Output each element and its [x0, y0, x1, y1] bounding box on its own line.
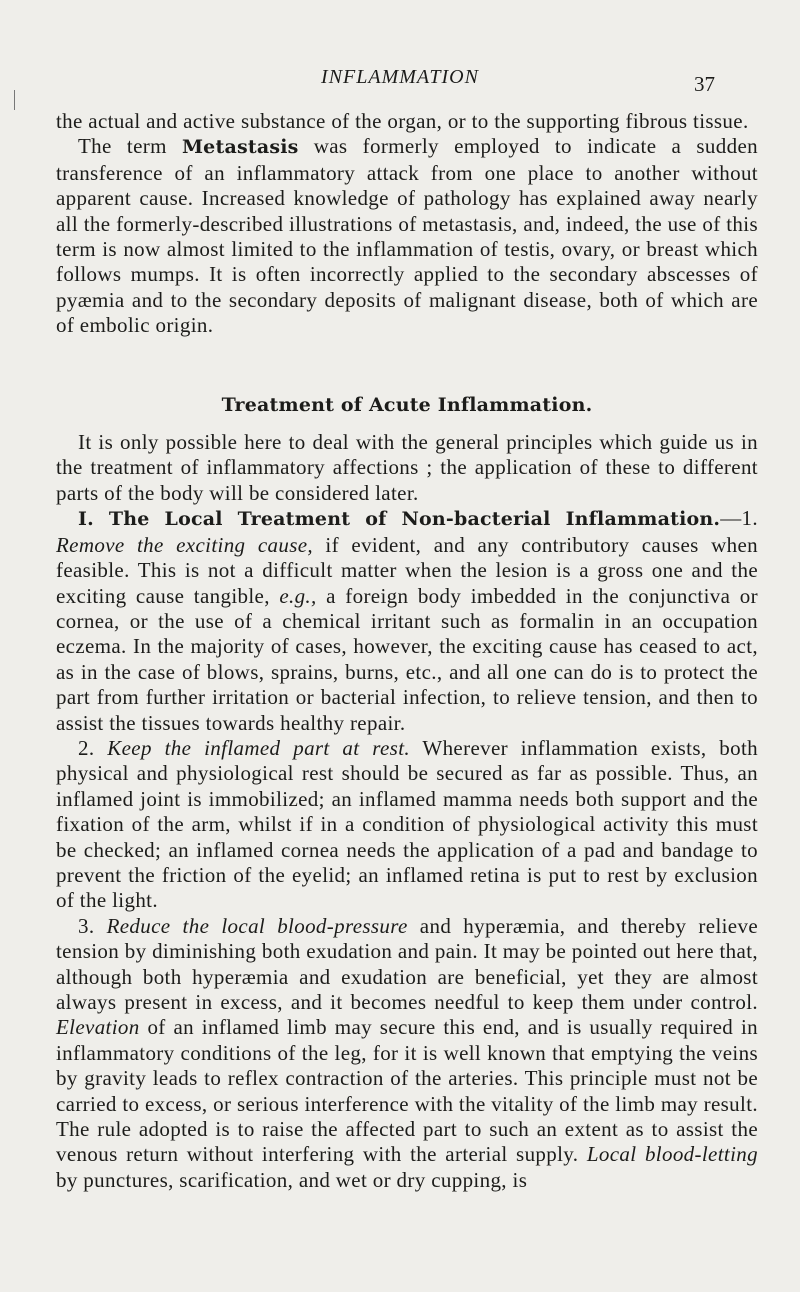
paragraph-blood-pressure: [56, 914, 758, 1193]
section-heading: Treatment of Acute Inflammation.: [221, 393, 593, 416]
paragraph-continuation: the actual and active substance of the organ, or to the supporting fibrous tissue.: [56, 109, 749, 133]
text-run: by punctures, scarification, and wet or dry cupping, is: [56, 1167, 528, 1192]
paragraph-local-treatment: [56, 506, 758, 736]
margin-mark: [14, 90, 15, 110]
run-in-heading: I. The Local Treatment of Non-bacterial Inflammation.: [78, 508, 721, 531]
text-run: —1.: [720, 506, 758, 531]
text-run: The term: [78, 134, 182, 159]
emphasis-keep-rest: Keep the inflamed part at rest.: [107, 735, 410, 760]
page-number: 37: [694, 72, 715, 96]
paragraph-metastasis: [56, 134, 758, 338]
emphasis-remove-cause: Remove the exciting cause,: [56, 532, 313, 557]
emphasis-elevation: Elevation: [56, 1015, 140, 1040]
emphasis-reduce-pressure: Reduce the local blood-pressure: [106, 913, 408, 938]
list-number: 3.: [78, 913, 107, 938]
list-number: 2.: [78, 735, 108, 760]
term-metastasis: Metastasis: [181, 136, 299, 159]
emphasis-blood-letting: Local blood-letting: [586, 1142, 758, 1167]
running-head: INFLAMMATION: [321, 66, 479, 88]
text-run: if evident, and any contributory causes when feasible. This is not a difficult matter when the lesion is a gross one and the exciting cause tangible,: [56, 532, 758, 608]
paragraph-principles: It is only possible here to deal with the general principles which guide us in the treatment of inflammatory affections ; the application of these to different parts of the body will be considered later.: [56, 430, 758, 505]
body-text: [56, 109, 758, 1193]
paragraph-rest: [56, 736, 758, 914]
text-run: of an inflamed limb may secure this end, and is usually required in inflammatory conditions of the leg, for it is well known that emptying the veins by gravity leads to reflex contraction of the arteries. This principle must not be carried to excess, or serious interference with the vitality of the limb may result. The rule adopted is to raise the affected part to such an extent as to assist the venous return without interfering with the arterial supply.: [56, 1015, 758, 1167]
text-run: was formerly employed to indicate a sudden transference of an inflammatory attack from one place to another without apparent cause. Increased knowledge of pathology has explained away nearly all the formerly-described illustrations of metastasis, and, indeed, the use of this term is now almost limited to the inflammation of testis, ovary, or breast which follows mumps. It is often incorrectly applied to the secondary abscesses of pyæmia and to the secondary deposits of malignant disease, both of which are of embolic origin.: [56, 134, 758, 338]
text-run: a foreign body imbedded in the conjunctiva or cornea, or the use of a chemical irritant such as formalin in an occupation eczema. In the majority of cases, however, the exciting cause has ceased to act, as in the case of blows, sprains, burns, etc., and all one can do is to protect the part from further irritation or bacterial infection, to relieve tension, and then to assist the tissues towards healthy repair.: [56, 583, 758, 735]
text-run: Wherever inflammation exists, both physical and physiological rest should be secured as far as possible. Thus, an inflamed joint is immobilized; an inflamed mamma needs both support and the fixation of the arm, whilst if in a condition of physiological activity this must be checked; an inflamed cornea needs the application of a pad and bandage to prevent the friction of the eyelid; an inflamed retina is put to rest by exclusion of the light.: [56, 735, 758, 913]
text-run: and hyperæmia, and thereby relieve tension by diminishing both exudation and pain. It may be pointed out here that, although both hyperæmia and exudation are beneficial, yet they are almost always present in excess, and it becomes needful to keep them under control.: [56, 913, 758, 1014]
emphasis-eg: e.g.,: [279, 583, 317, 608]
